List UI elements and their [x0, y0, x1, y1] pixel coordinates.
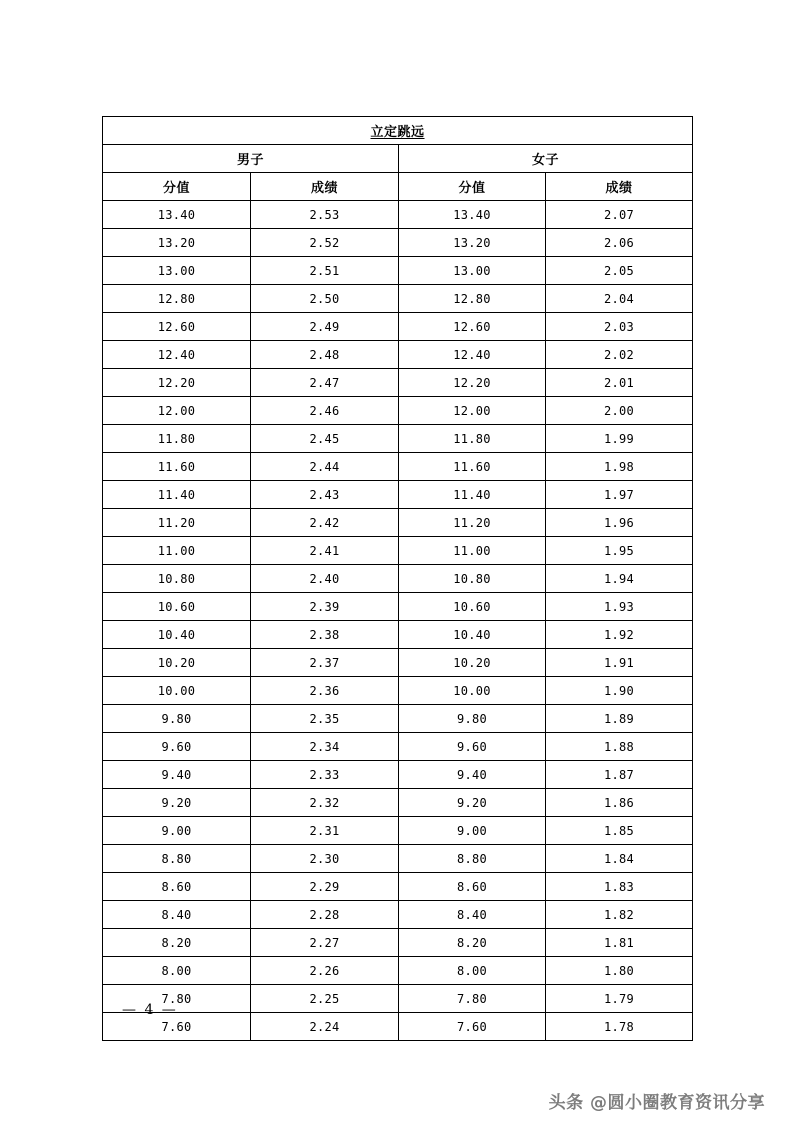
- table-cell: 2.52: [251, 229, 399, 257]
- table-cell: 8.60: [103, 873, 251, 901]
- table-cell: 1.84: [546, 845, 693, 873]
- table-cell: 2.28: [251, 901, 399, 929]
- page-number: — 4 —: [122, 1002, 178, 1018]
- table-cell: 10.00: [103, 677, 251, 705]
- column-header-male-result: 成绩: [251, 173, 399, 201]
- table-cell: 1.94: [546, 565, 693, 593]
- table-cell: 11.40: [399, 481, 546, 509]
- table-cell: 2.35: [251, 705, 399, 733]
- table-row: [103, 201, 693, 229]
- table-cell: 11.00: [399, 537, 546, 565]
- table-cell: 2.25: [251, 985, 399, 1013]
- table-body: [103, 117, 693, 1041]
- table-cell: 1.80: [546, 957, 693, 985]
- table-row: [103, 565, 693, 593]
- table-cell: 10.60: [399, 593, 546, 621]
- table-cell: 9.00: [399, 817, 546, 845]
- table-cell: 1.78: [546, 1013, 693, 1041]
- table-cell: 9.80: [103, 705, 251, 733]
- table-cell: 11.20: [103, 509, 251, 537]
- table-cell: 10.80: [103, 565, 251, 593]
- table-cell: 8.80: [103, 845, 251, 873]
- table-cell: 12.20: [103, 369, 251, 397]
- table-cell: 10.80: [399, 565, 546, 593]
- table-cell: 13.20: [399, 229, 546, 257]
- watermark: 头条 @圆小圈教育资讯分享: [548, 1093, 765, 1113]
- table-cell: 2.51: [251, 257, 399, 285]
- table-row: [103, 733, 693, 761]
- table-row: [103, 453, 693, 481]
- table-row: [103, 929, 693, 957]
- table-cell: 2.47: [251, 369, 399, 397]
- table-cell: 8.60: [399, 873, 546, 901]
- table-cell: 1.96: [546, 509, 693, 537]
- table-cell: 1.97: [546, 481, 693, 509]
- gender-header-row: [103, 145, 693, 173]
- table-cell: 7.60: [103, 1013, 251, 1041]
- table-cell: 2.07: [546, 201, 693, 229]
- table-cell: 13.20: [103, 229, 251, 257]
- table-row: [103, 509, 693, 537]
- table-cell: 2.24: [251, 1013, 399, 1041]
- table-cell: 2.50: [251, 285, 399, 313]
- table-cell: 9.60: [103, 733, 251, 761]
- table-cell: 9.80: [399, 705, 546, 733]
- table-row: [103, 621, 693, 649]
- table-cell: 2.33: [251, 761, 399, 789]
- table-cell: 1.86: [546, 789, 693, 817]
- table-cell: 1.83: [546, 873, 693, 901]
- table-cell: 2.46: [251, 397, 399, 425]
- column-header-female-score: 分值: [399, 173, 546, 201]
- table-row: [103, 537, 693, 565]
- table-cell: 12.00: [103, 397, 251, 425]
- standing-long-jump-score-table: [102, 116, 693, 1041]
- table-cell: 11.40: [103, 481, 251, 509]
- table-cell: 11.80: [103, 425, 251, 453]
- table-cell: 11.80: [399, 425, 546, 453]
- table-row: [103, 425, 693, 453]
- table-row: [103, 901, 693, 929]
- table-cell: 2.34: [251, 733, 399, 761]
- table-cell: 11.20: [399, 509, 546, 537]
- table-cell: 2.38: [251, 621, 399, 649]
- table-cell: 11.60: [399, 453, 546, 481]
- table-cell: 10.20: [103, 649, 251, 677]
- table-cell: 2.05: [546, 257, 693, 285]
- table-cell: 2.30: [251, 845, 399, 873]
- table-cell: 12.80: [399, 285, 546, 313]
- table-cell: 13.40: [103, 201, 251, 229]
- table-cell: 1.98: [546, 453, 693, 481]
- table-cell: 8.20: [399, 929, 546, 957]
- table-cell: 12.00: [399, 397, 546, 425]
- column-header-row: [103, 173, 693, 201]
- table-row: [103, 481, 693, 509]
- table-cell: 1.95: [546, 537, 693, 565]
- table-cell: 2.48: [251, 341, 399, 369]
- table-cell: 11.00: [103, 537, 251, 565]
- table-cell: 8.00: [399, 957, 546, 985]
- table-cell: 2.01: [546, 369, 693, 397]
- table-row: [103, 677, 693, 705]
- table-cell: 2.29: [251, 873, 399, 901]
- table-cell: 7.80: [399, 985, 546, 1013]
- table-cell: 9.20: [399, 789, 546, 817]
- table-title-text: 立定跳远: [370, 125, 425, 140]
- table-cell: 2.00: [546, 397, 693, 425]
- table-cell: 12.40: [399, 341, 546, 369]
- table-cell: 12.60: [399, 313, 546, 341]
- table-cell: 10.40: [103, 621, 251, 649]
- table-cell: 10.20: [399, 649, 546, 677]
- table-row: [103, 229, 693, 257]
- table-row: [103, 341, 693, 369]
- table-cell: 9.40: [399, 761, 546, 789]
- table-row: [103, 985, 693, 1013]
- table-cell: 1.93: [546, 593, 693, 621]
- table-cell: 2.02: [546, 341, 693, 369]
- table-row: [103, 705, 693, 733]
- table-cell: 8.80: [399, 845, 546, 873]
- table-cell: 10.00: [399, 677, 546, 705]
- table-cell: 11.60: [103, 453, 251, 481]
- gender-header-male: 男子: [103, 145, 399, 173]
- table-row: [103, 649, 693, 677]
- table-row: [103, 1013, 693, 1041]
- table-cell: 1.79: [546, 985, 693, 1013]
- table-cell: 2.32: [251, 789, 399, 817]
- table-cell: 8.40: [103, 901, 251, 929]
- table-cell: 12.60: [103, 313, 251, 341]
- table-title-cell: [103, 117, 693, 145]
- table-cell: 13.40: [399, 201, 546, 229]
- table-title-row: [103, 117, 693, 145]
- table-cell: 2.06: [546, 229, 693, 257]
- table-cell: 1.87: [546, 761, 693, 789]
- table-cell: 1.88: [546, 733, 693, 761]
- table-cell: 9.00: [103, 817, 251, 845]
- table-cell: 2.04: [546, 285, 693, 313]
- table-row: [103, 817, 693, 845]
- table-cell: 7.60: [399, 1013, 546, 1041]
- table-cell: 2.45: [251, 425, 399, 453]
- table-cell: 1.81: [546, 929, 693, 957]
- table-cell: 10.60: [103, 593, 251, 621]
- table-row: [103, 397, 693, 425]
- table-cell: 2.42: [251, 509, 399, 537]
- table-cell: 7.80: [103, 985, 251, 1013]
- table-cell: 8.20: [103, 929, 251, 957]
- column-header-male-score: 分值: [103, 173, 251, 201]
- table-row: [103, 873, 693, 901]
- table-cell: 9.40: [103, 761, 251, 789]
- table-cell: 10.40: [399, 621, 546, 649]
- column-header-female-result: 成绩: [546, 173, 693, 201]
- table-cell: 2.31: [251, 817, 399, 845]
- table-row: [103, 257, 693, 285]
- table-cell: 2.40: [251, 565, 399, 593]
- table-row: [103, 845, 693, 873]
- table-cell: 1.85: [546, 817, 693, 845]
- table-cell: 2.49: [251, 313, 399, 341]
- table-cell: 2.36: [251, 677, 399, 705]
- table-cell: 2.43: [251, 481, 399, 509]
- table-cell: 2.44: [251, 453, 399, 481]
- table-cell: 1.82: [546, 901, 693, 929]
- table-cell: 13.00: [399, 257, 546, 285]
- table-cell: 2.26: [251, 957, 399, 985]
- gender-header-female: 女子: [399, 145, 693, 173]
- table-cell: 2.41: [251, 537, 399, 565]
- table-row: [103, 761, 693, 789]
- table-cell: 12.80: [103, 285, 251, 313]
- table-row: [103, 957, 693, 985]
- table-cell: 12.20: [399, 369, 546, 397]
- table-row: [103, 313, 693, 341]
- table-cell: 8.40: [399, 901, 546, 929]
- table-cell: 1.92: [546, 621, 693, 649]
- table-cell: 12.40: [103, 341, 251, 369]
- table-row: [103, 369, 693, 397]
- table-row: [103, 593, 693, 621]
- table-cell: 9.60: [399, 733, 546, 761]
- table-cell: 9.20: [103, 789, 251, 817]
- table-cell: 13.00: [103, 257, 251, 285]
- table-cell: 2.03: [546, 313, 693, 341]
- table-row: [103, 285, 693, 313]
- table-cell: 2.37: [251, 649, 399, 677]
- table-row: [103, 789, 693, 817]
- table-cell: 1.90: [546, 677, 693, 705]
- table-cell: 2.27: [251, 929, 399, 957]
- table-cell: 2.53: [251, 201, 399, 229]
- table-cell: 1.89: [546, 705, 693, 733]
- table-cell: 2.39: [251, 593, 399, 621]
- table-cell: 8.00: [103, 957, 251, 985]
- table-cell: 1.99: [546, 425, 693, 453]
- table-cell: 1.91: [546, 649, 693, 677]
